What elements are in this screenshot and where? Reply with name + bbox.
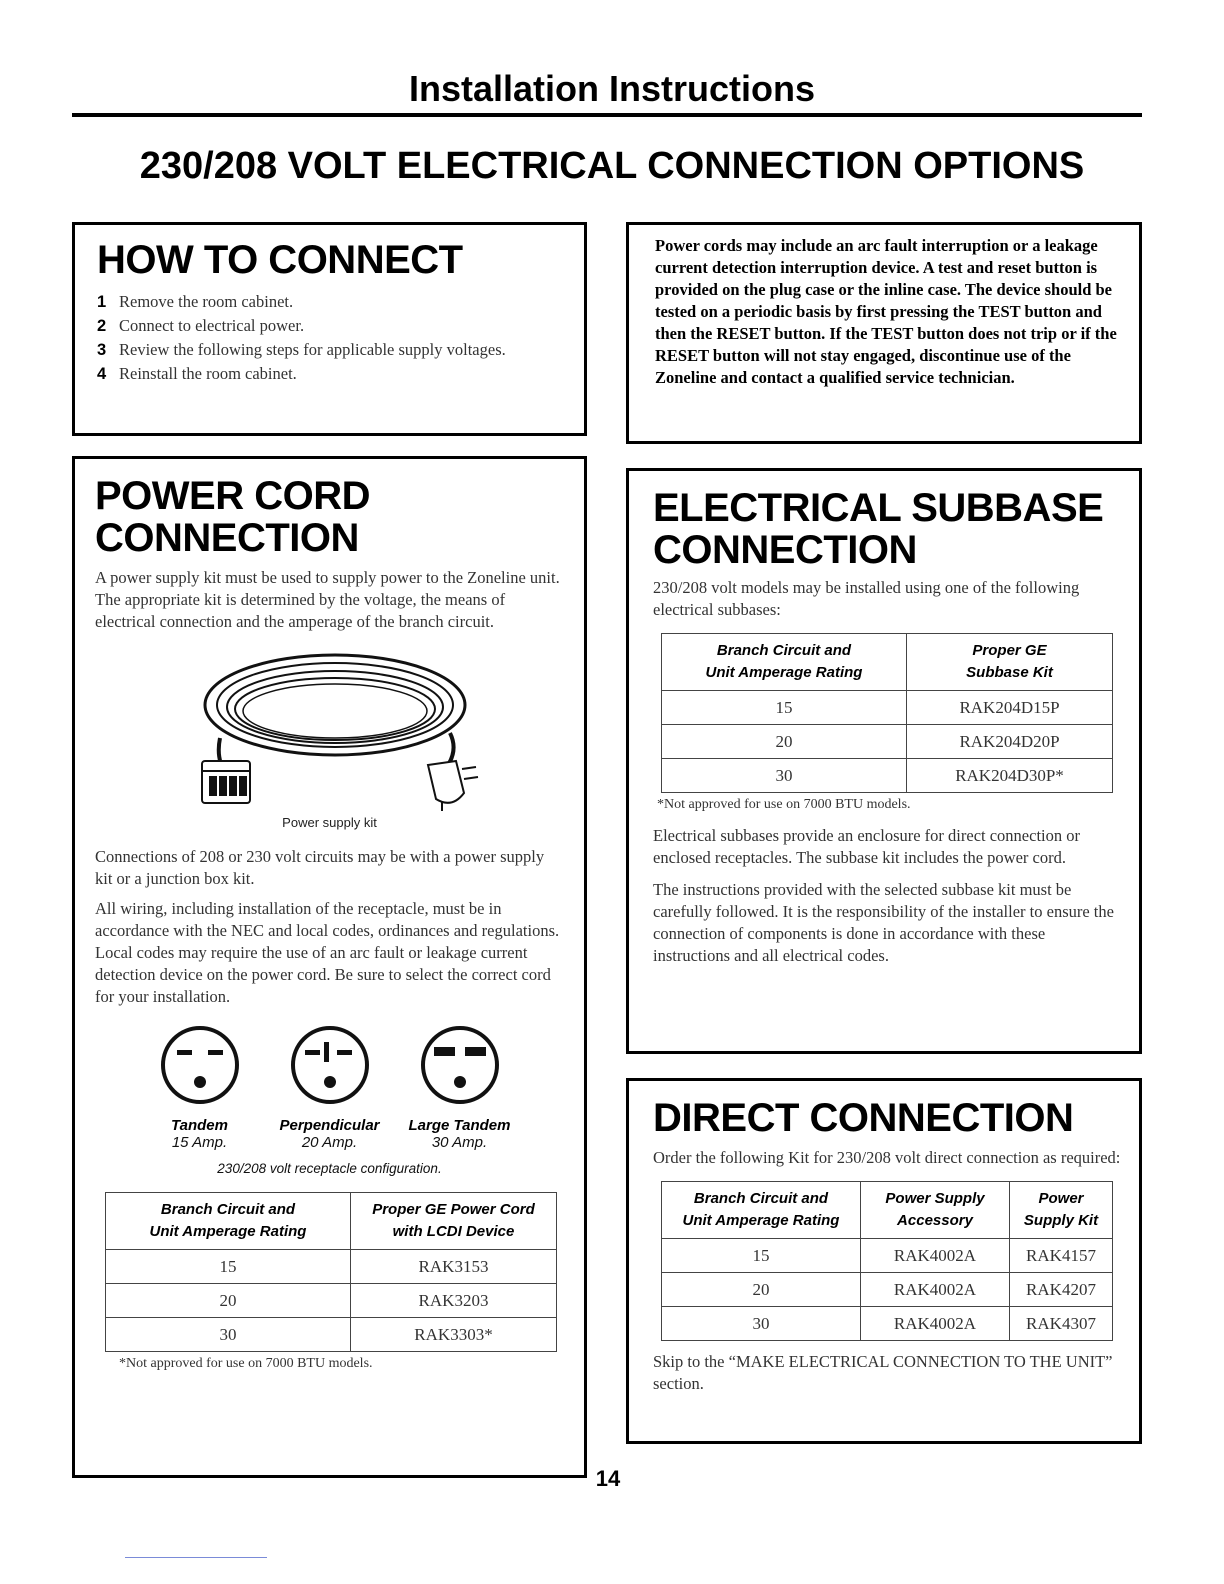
table-cell: RAK3153 — [351, 1250, 557, 1284]
table-cell: 20 — [662, 1273, 861, 1307]
receptacle-large-tandem — [400, 1024, 520, 1151]
subbase-footnote: *Not approved for use on 7000 BTU models. — [657, 797, 911, 812]
how-to-connect-title: HOW TO CONNECT — [97, 238, 463, 282]
table-row — [662, 1239, 1113, 1273]
power-supply-kit-image — [180, 643, 480, 813]
lcdi-warning-box — [626, 222, 1142, 444]
table-row — [662, 759, 1113, 793]
large-tandem-receptacle-icon — [419, 1024, 501, 1106]
power-supply-kit-caption: Power supply kit — [282, 815, 377, 830]
subbase-kit-table — [661, 633, 1113, 793]
receptacle-tandem — [140, 1024, 260, 1151]
power-cord-kit-table — [105, 1192, 557, 1352]
subbase-title — [653, 487, 1121, 571]
table-row — [662, 725, 1113, 759]
step-text: Remove the room cabinet. — [119, 292, 294, 311]
lcdi-warning-text: Power cords may include an arc fault interruption or a leakage current detection interruption device. A test and reset button is provided on the plug case or the inline case. The device should be tested on a periodic basis by first pressing the TEST button and then the RESET button. If the TEST button does not trip or if the RESET button will not stay engaged, discontinue use of the Zoneline and contact a qualified service technician. — [655, 236, 1117, 387]
table-cell: 30 — [662, 759, 907, 793]
table-cell: 15 — [662, 1239, 861, 1273]
table-row — [662, 1307, 1113, 1341]
table-cell: RAK4207 — [1010, 1273, 1113, 1307]
power-cord-title — [95, 475, 564, 559]
table-cell: RAK4157 — [1010, 1239, 1113, 1273]
power-cord-connection-box — [72, 456, 587, 1478]
subbase-para2: Electrical subbases provide an enclosure for direct connection or enclosed receptacles. The subbase kit includes the power cord. — [653, 826, 1080, 867]
receptacle-name: Tandem — [171, 1117, 228, 1134]
table-cell: 15 — [662, 691, 907, 725]
step-number: 1 — [97, 293, 107, 311]
table-header-row — [662, 634, 1113, 691]
table-cell: RAK3303* — [351, 1318, 557, 1352]
step-item — [97, 339, 564, 361]
receptacle-caption: 230/208 volt receptacle configuration. — [217, 1161, 442, 1176]
table-header-row — [662, 1182, 1113, 1239]
direct-note: Skip to the “MAKE ELECTRICAL CONNECTION TO THE UNIT” section. — [653, 1352, 1113, 1393]
power-cord-title-line2: CONNECTION — [95, 516, 359, 560]
table-row — [106, 1284, 557, 1318]
step-number: 4 — [97, 365, 107, 383]
table-header: Branch Circuit and Unit Amperage Rating — [106, 1193, 351, 1250]
table-cell: 15 — [106, 1250, 351, 1284]
page-header-title: Installation Instructions — [408, 68, 816, 109]
table-cell: RAK4002A — [861, 1273, 1010, 1307]
step-number: 3 — [97, 341, 107, 359]
table-cell: 30 — [662, 1307, 861, 1341]
step-text: Review the following steps for applicable supply voltages. — [119, 340, 506, 359]
subbase-intro: 230/208 volt models may be installed using one of the following electrical subbases: — [653, 578, 1080, 619]
bottom-divider — [125, 1557, 267, 1558]
inline-device-icon — [202, 761, 250, 803]
perpendicular-receptacle-icon — [289, 1024, 371, 1106]
table-header: Power Supply Kit — [1010, 1182, 1113, 1239]
table-row — [662, 1273, 1113, 1307]
how-to-connect-box — [72, 222, 587, 436]
table-cell: 30 — [106, 1318, 351, 1352]
power-cord-footnote: *Not approved for use on 7000 BTU models. — [119, 1356, 373, 1371]
direct-connection-box — [626, 1078, 1142, 1444]
subbase-title-line2: CONNECTION — [653, 528, 917, 572]
table-cell: 20 — [106, 1284, 351, 1318]
step-item — [97, 363, 564, 385]
receptacle-perpendicular — [270, 1024, 390, 1151]
table-row — [662, 691, 1113, 725]
direct-title: DIRECT CONNECTION — [653, 1096, 1074, 1140]
direct-intro: Order the following Kit for 230/208 volt direct connection as required: — [653, 1148, 1121, 1167]
step-text: Connect to electrical power. — [119, 316, 305, 335]
table-cell: RAK204D15P — [907, 691, 1113, 725]
how-to-connect-steps — [97, 291, 564, 385]
table-header: Proper GE Subbase Kit — [907, 634, 1113, 691]
table-row — [106, 1318, 557, 1352]
table-cell: RAK4307 — [1010, 1307, 1113, 1341]
electrical-subbase-box — [626, 468, 1142, 1054]
page-number: 14 — [595, 1466, 621, 1491]
power-cord-title-line1: POWER CORD — [95, 474, 370, 518]
table-cell: RAK3203 — [351, 1284, 557, 1318]
table-cell: 20 — [662, 725, 907, 759]
receptacle-name: Large Tandem — [408, 1117, 511, 1134]
page-heading: 230/208 VOLT ELECTRICAL CONNECTION OPTIONS — [139, 145, 1085, 187]
step-number: 2 — [97, 317, 107, 335]
table-cell: RAK4002A — [861, 1239, 1010, 1273]
receptacle-amp: 20 Amp. — [301, 1134, 358, 1151]
table-row — [106, 1250, 557, 1284]
plug-icon — [428, 761, 478, 811]
tandem-receptacle-icon — [159, 1024, 241, 1106]
table-header-row — [106, 1193, 557, 1250]
table-header: Power Supply Accessory — [861, 1182, 1010, 1239]
direct-kit-table — [661, 1181, 1113, 1341]
table-cell: RAK204D20P — [907, 725, 1113, 759]
table-header: Branch Circuit and Unit Amperage Rating — [662, 1182, 861, 1239]
table-cell: RAK4002A — [861, 1307, 1010, 1341]
power-cord-para3: All wiring, including installation of the receptacle, must be in accordance with the NEC and local codes, ordinances and regulations. Local codes may require the use of an arc fault or leakage current detection device on the power cord. Be sure to select the correct cord for your installation. — [95, 899, 560, 1006]
table-header: Proper GE Power Cord with LCDI Device — [351, 1193, 557, 1250]
subbase-para3: The instructions provided with the selected subbase kit must be carefully followed. It is the responsibility of the installer to ensure the connection of components is done in accordance with these instructions and all electrical codes. — [653, 880, 1114, 965]
receptacle-amp: 30 Amp. — [431, 1134, 488, 1151]
header-divider — [72, 113, 1142, 117]
power-cord-para2: Connections of 208 or 230 volt circuits may be with a power supply kit or a junction box kit. — [95, 847, 545, 888]
power-cord-intro: A power supply kit must be used to supply power to the Zoneline unit. The appropriate kit is determined by the voltage, the means of electrical connection and the amperage of the branch circuit. — [95, 568, 560, 631]
step-item — [97, 315, 564, 337]
step-text: Reinstall the room cabinet. — [119, 364, 297, 383]
table-cell: RAK204D30P* — [907, 759, 1113, 793]
receptacle-configurations — [140, 1024, 520, 1151]
subbase-title-line1: ELECTRICAL SUBBASE — [653, 486, 1104, 530]
receptacle-amp: 15 Amp. — [171, 1134, 228, 1151]
receptacle-name: Perpendicular — [279, 1117, 380, 1134]
step-item — [97, 291, 564, 313]
table-header: Branch Circuit and Unit Amperage Rating — [662, 634, 907, 691]
